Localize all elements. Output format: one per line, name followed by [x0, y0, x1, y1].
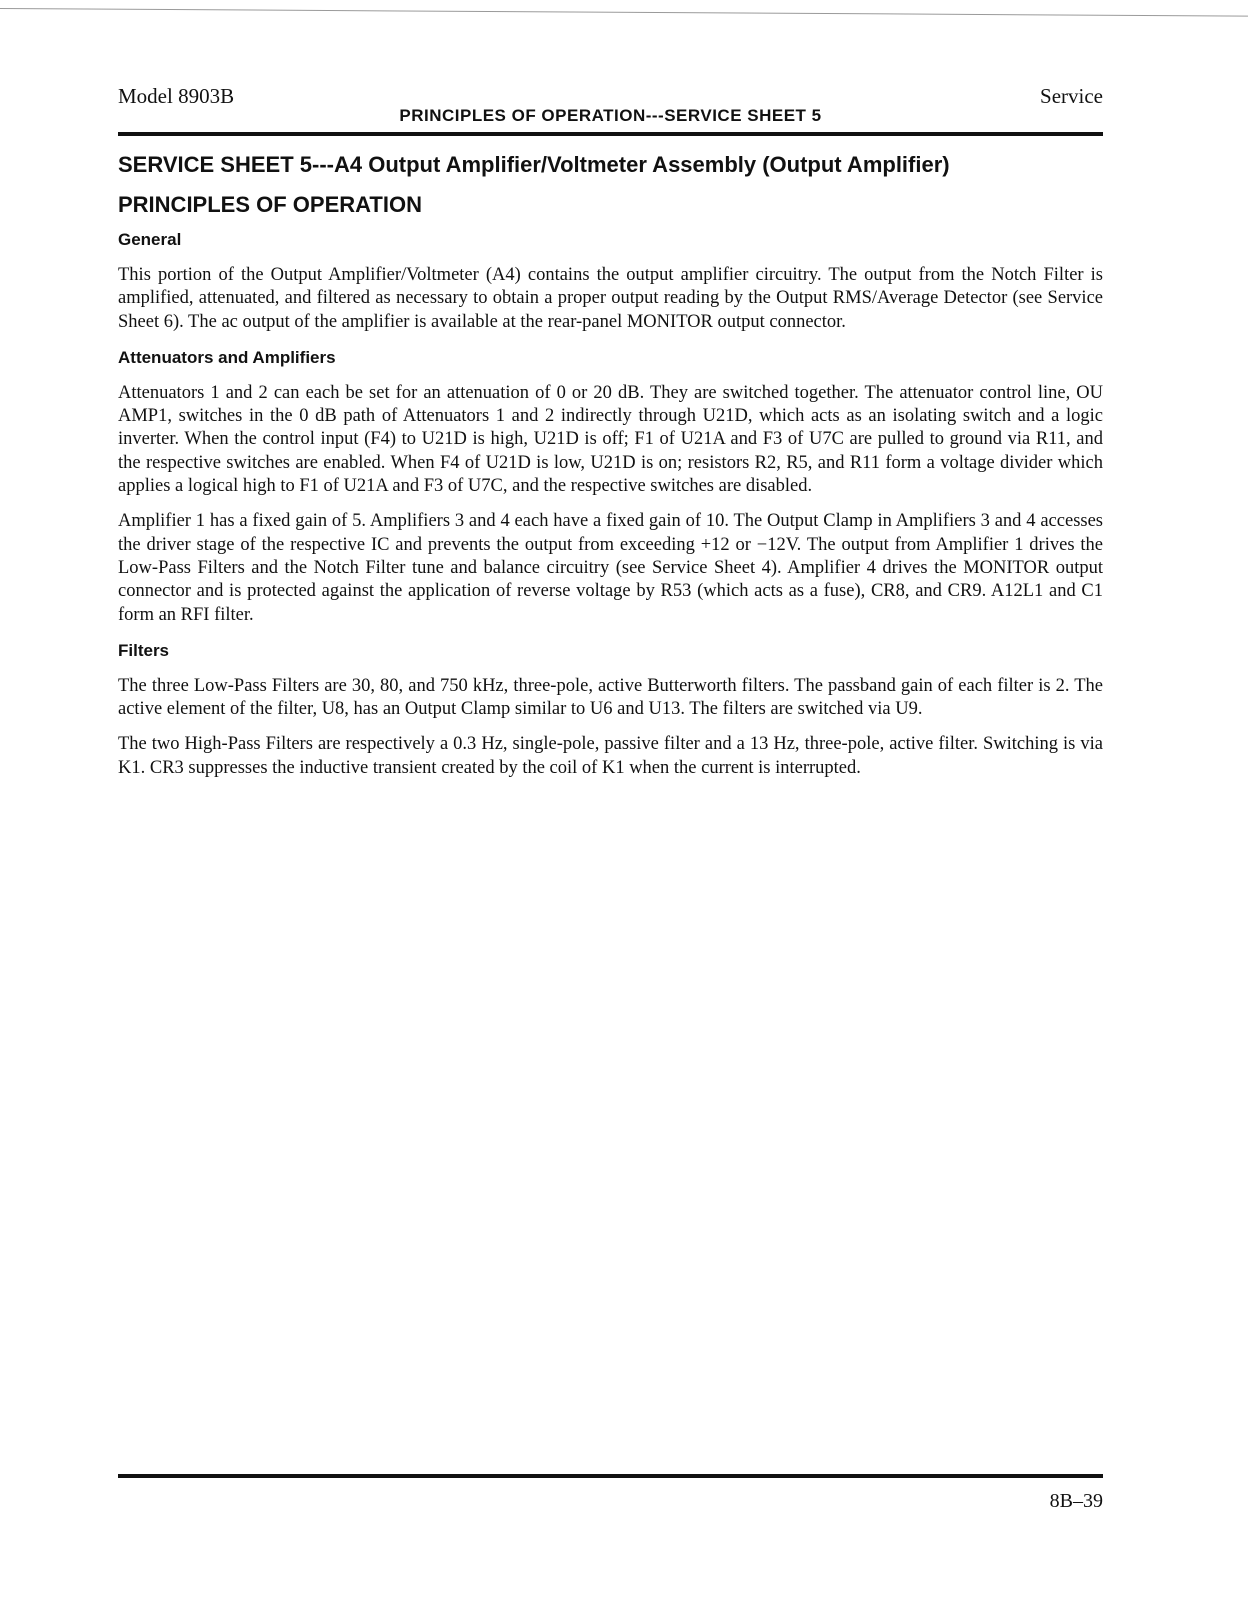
- section-filters: [118, 639, 1103, 780]
- paragraph: The three Low-Pass Filters are 30, 80, and 750 kHz, three-pole, active Butterworth filters. The passband gain of each filter is 2. The active element of the filter, U8, has an Output Clamp similar to U6 and U13. The filters are switched via U9.: [118, 675, 1103, 720]
- section-general: [118, 228, 1103, 334]
- page-content: [118, 150, 1103, 792]
- scan-edge-line: [0, 8, 1248, 17]
- paragraph: This portion of the Output Amplifier/Voltmeter (A4) contains the output amplifier circuitry. The output from the Notch Filter is amplified, attenuated, and filtered as necessary to obtain a proper output reading by the Output RMS/Average Detector (see Service Sheet 6). The ac output of the amplifier is available at the rear-panel MONITOR output connector.: [118, 265, 1103, 332]
- section-heading: General: [118, 230, 182, 249]
- page-number: 8B–39: [1049, 1490, 1103, 1512]
- page-title: SERVICE SHEET 5---A4 Output Amplifier/Voltmeter Assembly (Output Amplifier): [118, 152, 950, 177]
- section-attenuators-and-amplifiers: [118, 346, 1103, 627]
- page-subtitle: PRINCIPLES OF OPERATION: [118, 192, 422, 217]
- section-heading: Filters: [118, 640, 170, 660]
- model-number: Model 8903B: [118, 84, 235, 108]
- footer-rule: [118, 1474, 1103, 1478]
- paragraph: Attenuators 1 and 2 can each be set for an attenuation of 0 or 20 dB. They are switched together. The attenuator control line, OU AMP1, switches in the 0 dB path of Attenuators 1 and 2 indirectly through U21D, which acts as an isolating switch and a logic inverter. When the control input (F4) to U21D is high, U21D is off; F1 of U21A and F3 of U7C are pulled to ground via R11, and the respective switches are enabled. When F4 of U21D is low, U21D is on; resistors R2, R5, and R11 form a voltage divider which applies a logical high to F1 of U21A and F3 of U7C, and the respective switches are disabled.: [118, 382, 1103, 497]
- page-header: [118, 84, 1103, 134]
- section-label: Service: [1040, 84, 1103, 108]
- paragraph: The two High-Pass Filters are respectively a 0.3 Hz, single-pole, passive filter and a 13 Hz, three-pole, active filter. Switching is via K1. CR3 suppresses the inductive transient created by the coil of K1 when the current is interrupted.: [118, 734, 1103, 778]
- section-heading: Attenuators and Amplifiers: [118, 347, 336, 367]
- header-rule: [118, 132, 1103, 136]
- paragraph: Amplifier 1 has a fixed gain of 5. Amplifiers 3 and 4 each have a fixed gain of 10. The Output Clamp in Amplifiers 3 and 4 accesses the driver stage of the respective IC and prevents the output from exceeding +12 or −12V. The output from Amplifier 1 drives the Low-Pass Filters and the Notch Filter tune and balance circuitry (see Service Sheet 4). Amplifier 4 drives the MONITOR output connector and is protected against the application of reverse voltage by R53 (which acts as a fuse), CR8, and CR9. A12L1 and C1 form an RFI filter.: [118, 511, 1103, 625]
- running-title: PRINCIPLES OF OPERATION---SERVICE SHEET 5: [399, 106, 822, 125]
